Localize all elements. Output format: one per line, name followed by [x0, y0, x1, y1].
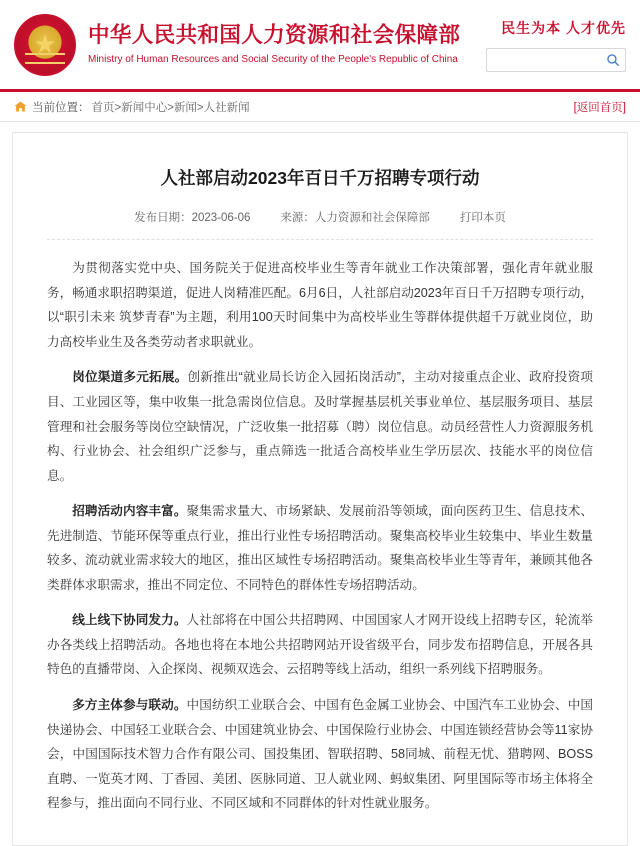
- article-paragraph: 线上线下协同发力。人社部将在中国公共招聘网、中国国家人才网开设线上招聘专区，轮流举办各类线上招聘活动。各地也将在本地公共招聘网站开设省级平台，同步发布招聘信息，开展各具特色的直播带岗、入企探岗、视频双选会、云招聘等线上活动，组织一系列线下招聘服务。: [47, 613, 594, 677]
- header-right: [474, 18, 626, 72]
- site-slogan: 民生为本 人才优先: [501, 19, 626, 36]
- breadcrumb-links[interactable]: 首页>新闻中心>新闻>人社新闻: [91, 101, 250, 114]
- page-title: 人社部启动2023年百日千万招聘专项行动: [160, 168, 480, 188]
- print-page-link[interactable]: 打印本页: [459, 212, 506, 225]
- article-card: [12, 132, 628, 846]
- article-meta: [47, 209, 593, 240]
- article-paragraph: 多方主体参与联动。中国纺织工业联合会、中国有色金属工业协会、中国汽车工业协会、中国快递协会、中国轻工业联合会、中国建筑业协会、中国保险行业协会、中国连锁经营协会等11家协会，中国国际技术智力合作有限公司、国投集团、智联招聘、58同城、前程无忧、猎聘网、BOSS直聘、一览英才网、丁香园、美团、医脉同道、卫人就业网、蚂蚁集团、阿里国际等市场主体将全程参与，推出面向不同行业、不同区域和不同群体的针对性就业服务。: [47, 698, 594, 811]
- search-box[interactable]: [486, 48, 626, 72]
- article-source: 来源：人力资源和社会保障部: [280, 212, 430, 225]
- article-paragraph: 岗位渠道多元拓展。创新推出“就业局长访企入园拓岗活动”，主动对接重点企业、政府投资项目、工业园区等，集中收集一批急需岗位信息。及时掌握基层机关事业单位、基层服务项目、基层管理和社会服务等岗位空缺情况，广泛收集一批招募（聘）岗位信息。动员经营性人力资源服务机构、行业协会、社会组织广泛参与，重点筛选一批适合高校毕业生学历层次、技能水平的岗位信息。: [47, 370, 593, 483]
- breadcrumb: [0, 92, 640, 122]
- search-icon[interactable]: [605, 52, 621, 68]
- breadcrumb-label: 当前位置：: [32, 101, 90, 114]
- article-body: [47, 240, 593, 815]
- site-title-en: Ministry of Human Resources and Social Security of the People's Republic of China: [88, 54, 458, 66]
- national-emblem-icon: [14, 14, 76, 76]
- publish-date: 发布日期：2023-06-06: [134, 212, 251, 225]
- site-title-cn: 中华人民共和国人力资源和社会保障部: [88, 22, 461, 47]
- site-header: [0, 0, 640, 92]
- back-to-home-link[interactable]: [返回首页]: [573, 101, 626, 114]
- article-paragraph: 招聘活动内容丰富。聚集需求量大、市场紧缺、发展前沿等领域，面向医药卫生、信息技术、先进制造、节能环保等重点行业，推出行业性专场招聘活动。聚集高校毕业生较集中、毕业生数量较多、流动就业需求较大的地区，推出区域性专场招聘活动。聚集高校毕业生等青年，兼顾其他各类群体求职需求，推出不同定位、不同特色的群体性专场招聘活动。: [47, 504, 594, 592]
- home-icon: [14, 101, 27, 112]
- search-input[interactable]: [493, 53, 605, 67]
- site-title-block: [88, 22, 474, 68]
- article-paragraph: 为贯彻落实党中央、国务院关于促进高校毕业生等青年就业工作决策部署，强化青年就业服务，畅通求职招聘渠道，促进人岗精准匹配。6月6日，人社部启动2023年百日千万招聘专项行动，以“职引未来 筑梦青春”为主题，利用100天时间集中为高校毕业生等群体提供超千万就业岗位，助力高校毕业生及各类劳动者求职就业。: [47, 261, 593, 349]
